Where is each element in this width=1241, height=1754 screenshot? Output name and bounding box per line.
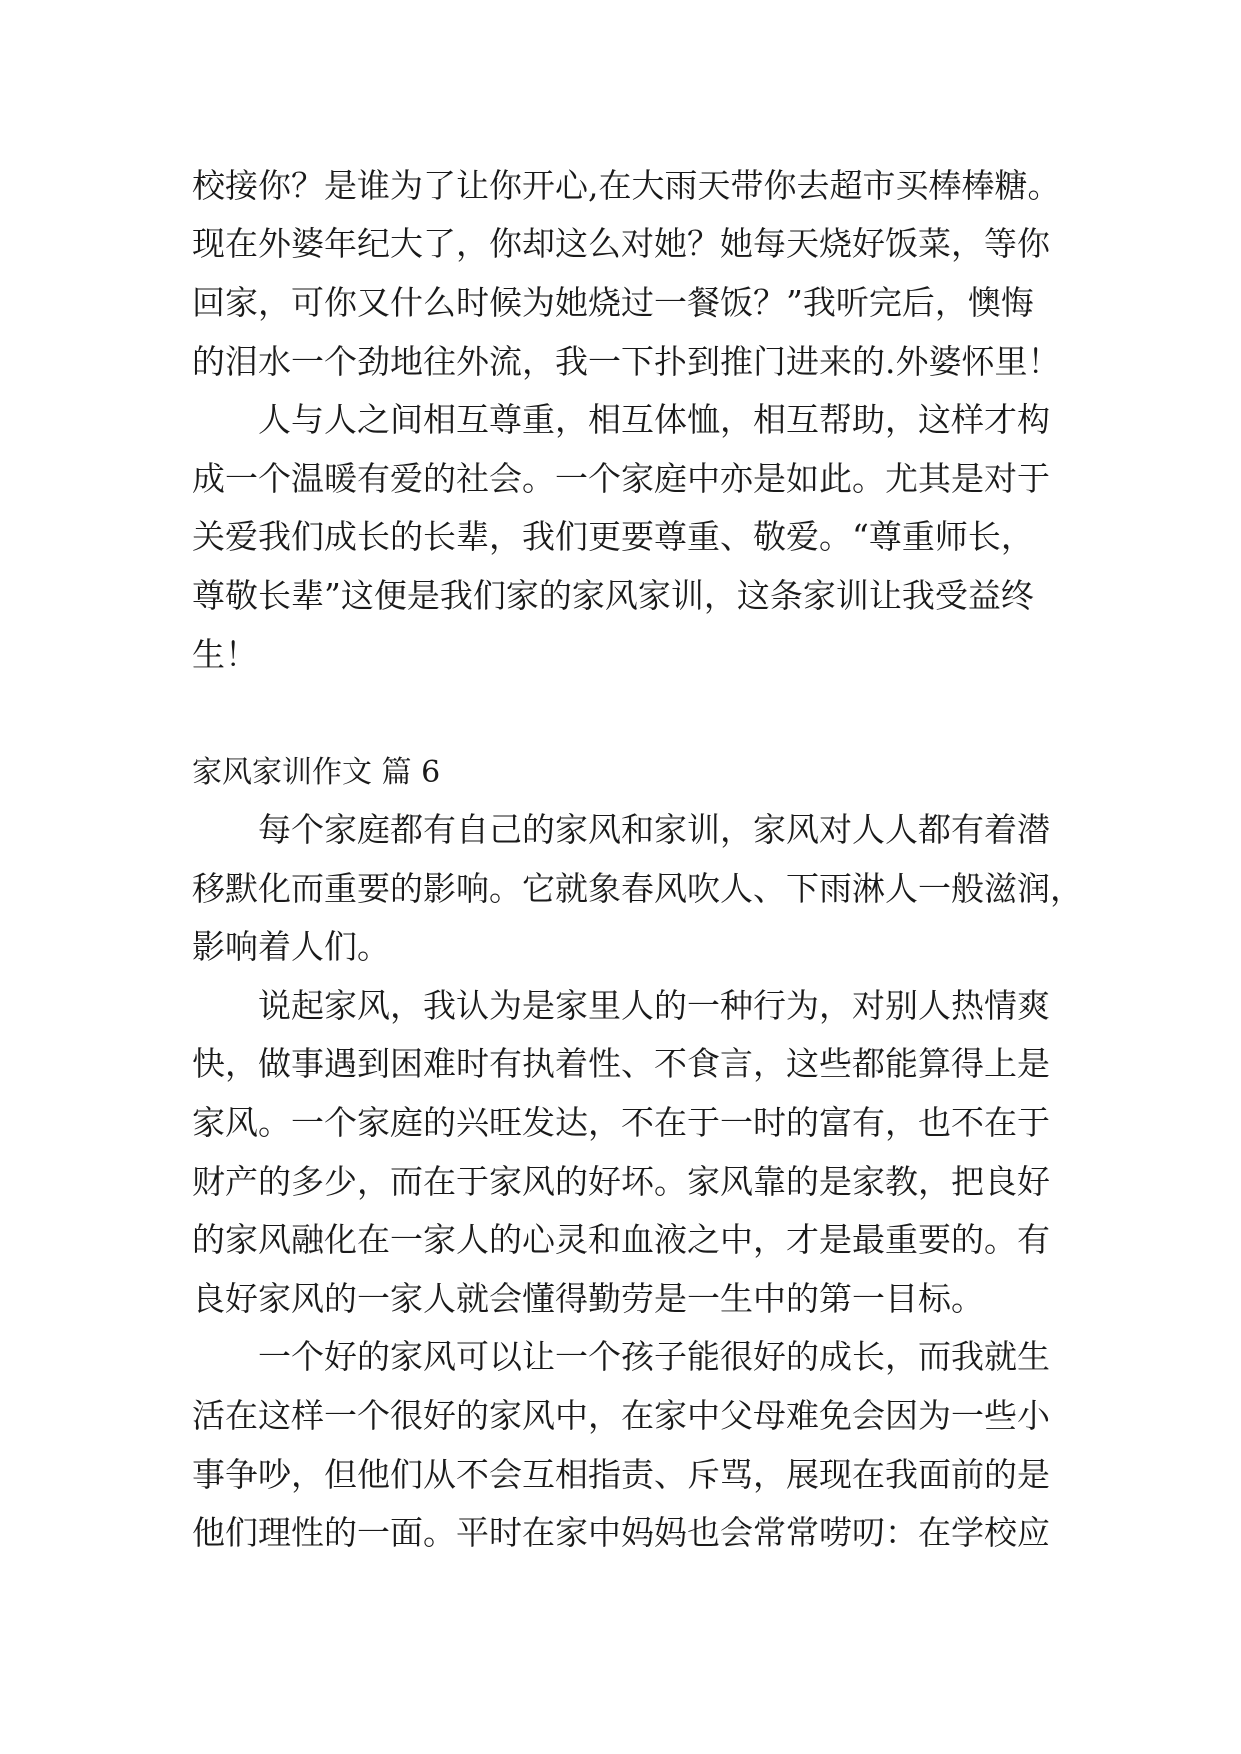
paragraph-line: 回家，可你又什么时候为她烧过一餐饭？”我听完后，懊悔 xyxy=(192,283,1034,322)
paragraph-line: 关爱我们成长的长辈，我们更要尊重、敬爱。“尊重师长， xyxy=(192,517,1034,556)
paragraph-line: 尊敬长辈”这便是我们家的家风家训，这条家训让我受益终 xyxy=(192,576,1034,615)
paragraph-line: 事争吵，但他们从不会互相指责、斥骂，展现在我面前的是 xyxy=(192,1455,1050,1494)
paragraph-line: 说起家风，我认为是家里人的一种行为，对别人热情爽 xyxy=(258,986,1050,1025)
paragraph-line: 一个好的家风可以让一个孩子能很好的成长，而我就生 xyxy=(258,1337,1050,1376)
paragraph-line: 成一个温暖有爱的社会。一个家庭中亦是如此。尤其是对于 xyxy=(192,459,1050,498)
paragraph-line: 活在这样一个很好的家风中，在家中父母难免会因为一些小 xyxy=(192,1396,1050,1435)
section-heading: 家风家训作文 篇 6 xyxy=(192,755,441,790)
paragraph-line: 校接你？是谁为了让你开心,在大雨天带你去超市买棒棒糖。 xyxy=(192,166,1061,205)
paragraph-line: 财产的多少，而在于家风的好坏。家风靠的是家教，把良好 xyxy=(192,1162,1050,1201)
paragraph-line: 每个家庭都有自己的家风和家训，家风对人人都有着潜 xyxy=(258,810,1050,849)
paragraph-line: 生！ xyxy=(192,635,258,674)
paragraph-line: 影响着人们。 xyxy=(192,927,390,966)
paragraph-line: 家风。一个家庭的兴旺发达，不在于一时的富有，也不在于 xyxy=(192,1103,1050,1142)
paragraph-line: 现在外婆年纪大了，你却这么对她？她每天烧好饭菜，等你 xyxy=(192,224,1050,263)
paragraph-line: 人与人之间相互尊重，相互体恤，相互帮助，这样才构 xyxy=(258,400,1050,439)
paragraph-line: 他们理性的一面。平时在家中妈妈也会常常唠叨：在学校应 xyxy=(192,1513,1050,1552)
paragraph-line: 良好家风的一家人就会懂得勤劳是一生中的第一目标。 xyxy=(192,1279,984,1318)
paragraph-line: 的家风融化在一家人的心灵和血液之中，才是最重要的。有 xyxy=(192,1220,1050,1259)
paragraph-line: 移默化而重要的影响。它就象春风吹人、下雨淋人一般滋润， xyxy=(192,869,1083,908)
paragraph-line: 快，做事遇到困难时有执着性、不食言，这些都能算得上是 xyxy=(192,1044,1050,1083)
paragraph-line: 的泪水一个劲地往外流，我一下扑到推门进来的.外婆怀里！ xyxy=(192,342,1061,381)
